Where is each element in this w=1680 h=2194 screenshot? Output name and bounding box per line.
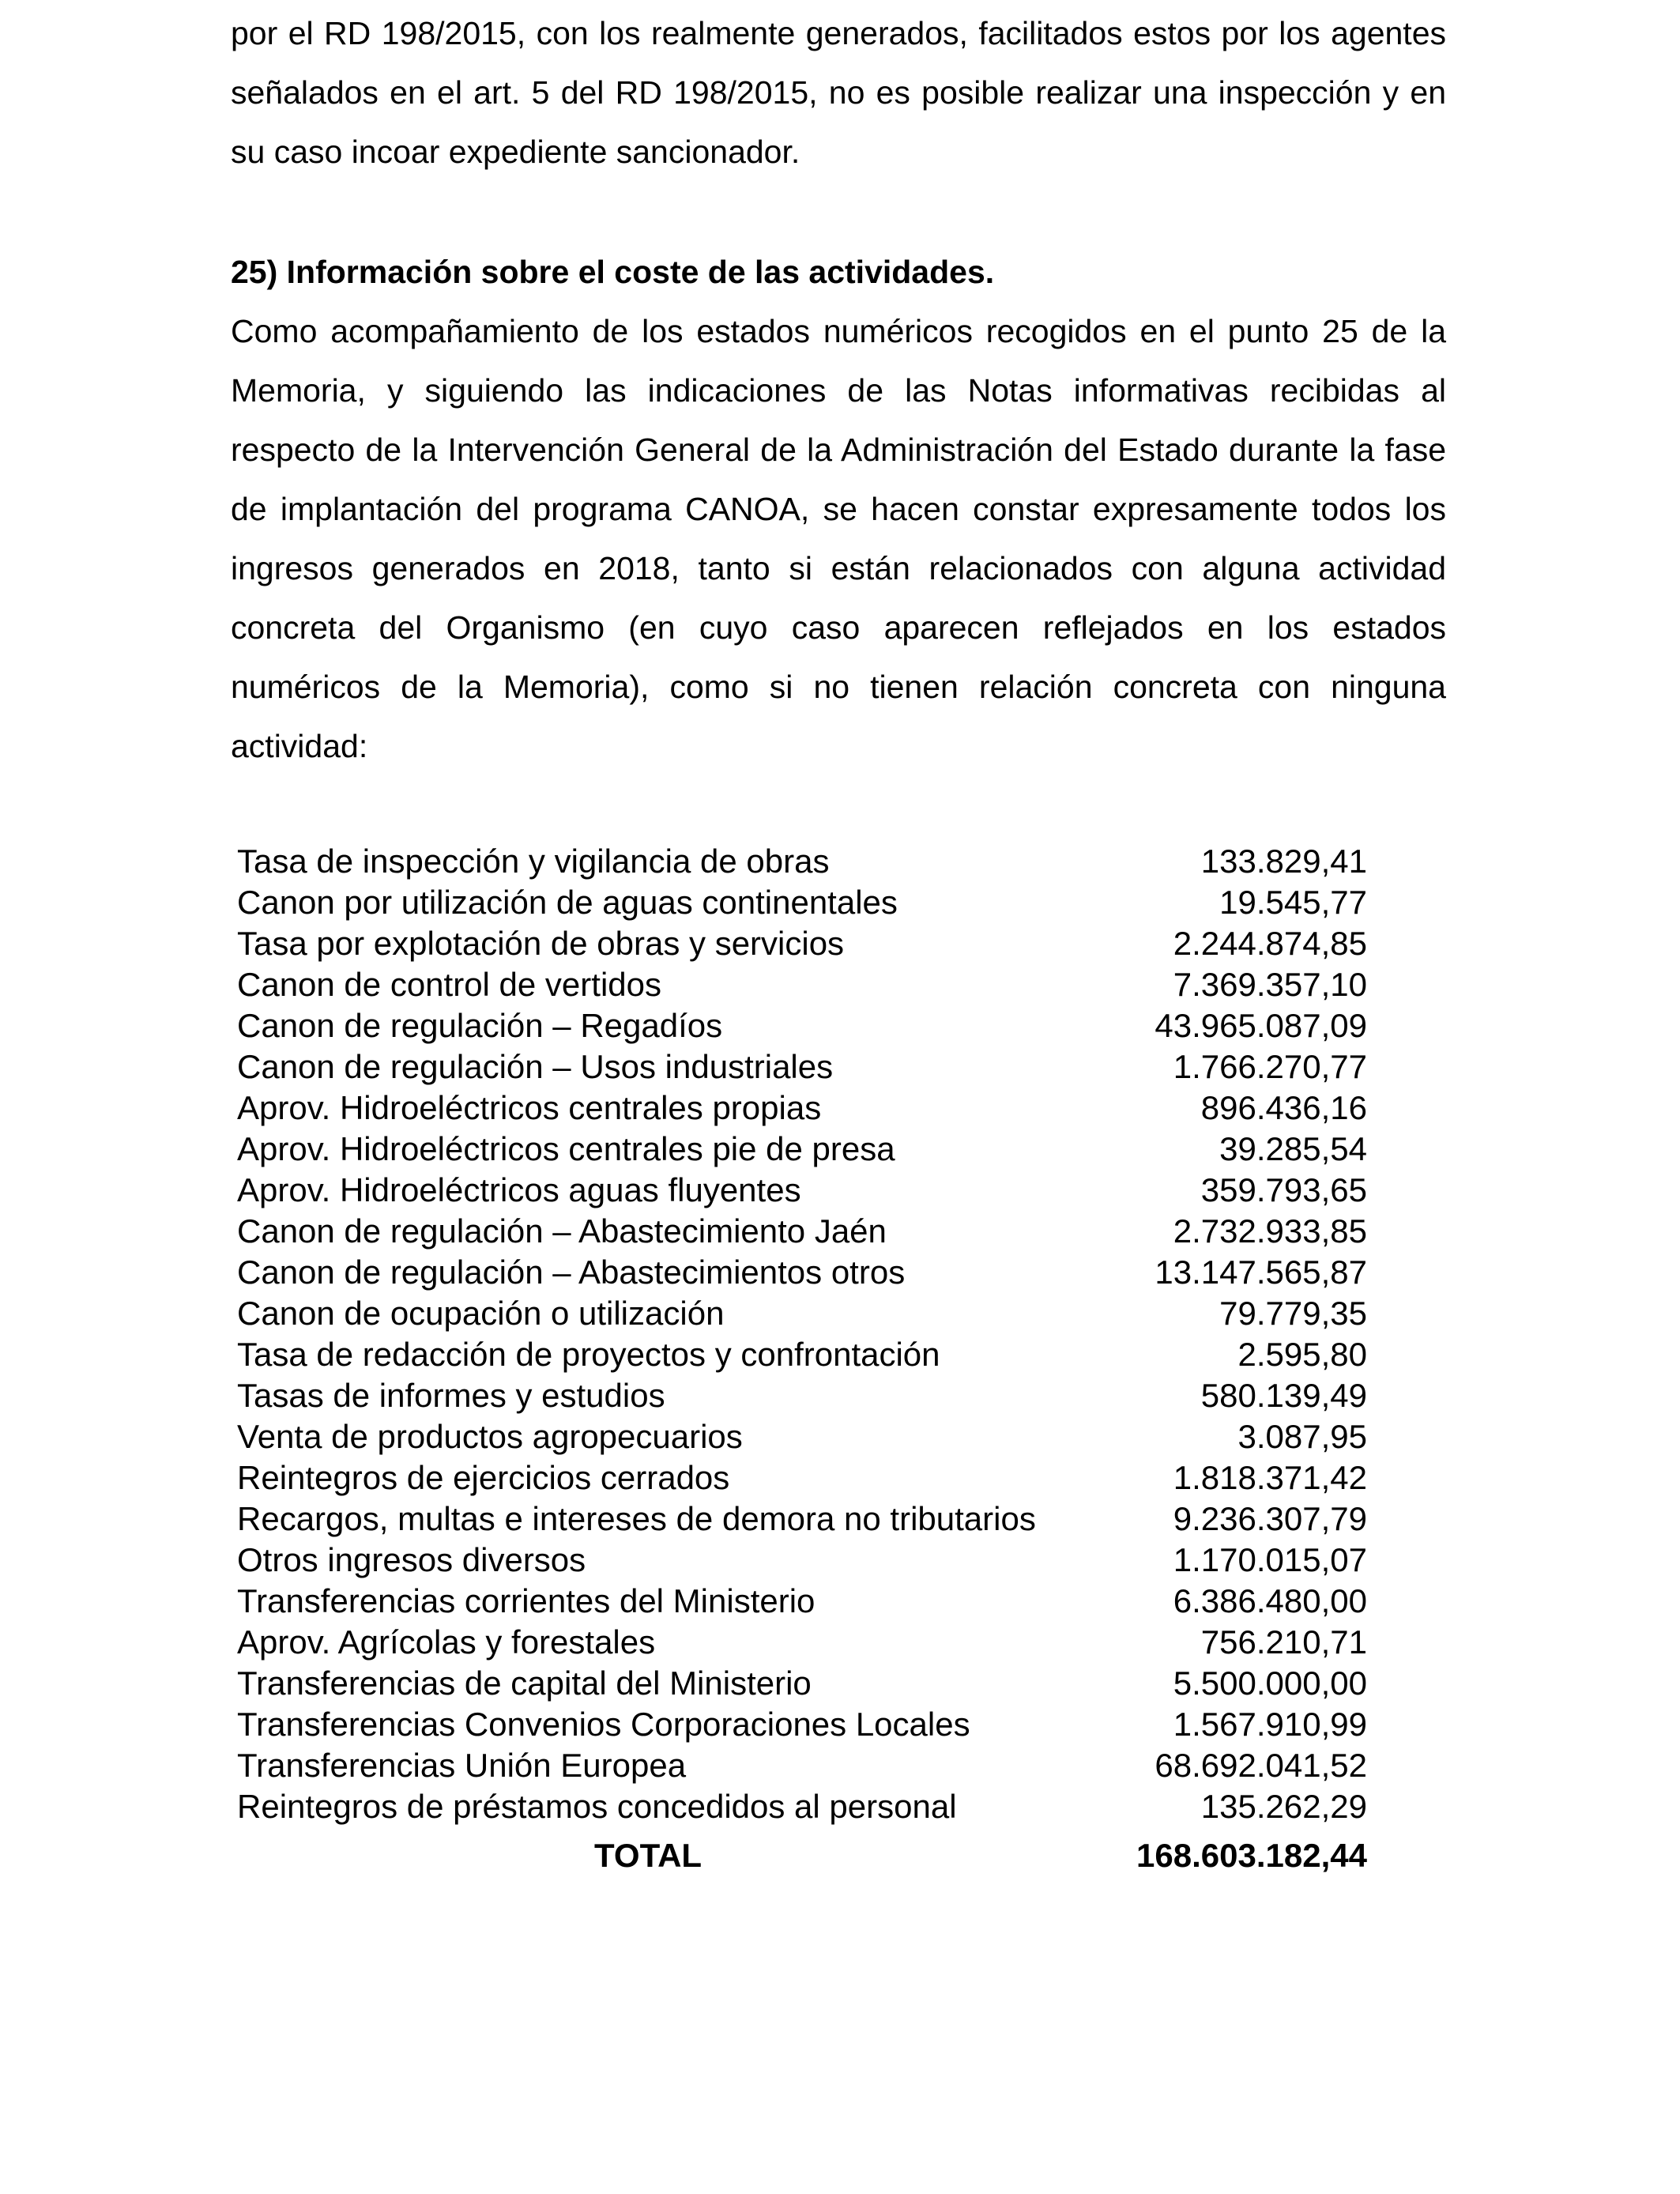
income-concept: Canon de regulación – Regadíos (237, 1007, 723, 1044)
income-amount: 756.210,71 (1200, 1623, 1367, 1661)
income-concept: Canon de control de vertidos (237, 966, 661, 1003)
income-concept: Transferencias Convenios Corporaciones Locales (237, 1706, 970, 1743)
income-concept: Tasa por explotación de obras y servicios (237, 925, 845, 962)
table-row (237, 1457, 1367, 1498)
income-concept: Tasas de informes y estudios (237, 1377, 665, 1414)
income-amount: 2.244.874,85 (1173, 925, 1367, 962)
table-row (237, 1129, 1367, 1170)
income-amount: 135.262,29 (1200, 1788, 1367, 1825)
table-row (237, 1622, 1367, 1663)
income-concept: Transferencias de capital del Ministerio (237, 1664, 812, 1702)
table-row (237, 1416, 1367, 1457)
table-row (237, 1088, 1367, 1129)
table-row (237, 882, 1367, 923)
income-concept: Canon de regulación – Usos industriales (237, 1048, 834, 1085)
income-concept: Otros ingresos diversos (237, 1541, 586, 1578)
income-concept: Aprov. Agrícolas y forestales (237, 1623, 656, 1661)
income-amount: 5.500.000,00 (1173, 1664, 1367, 1702)
income-amount: 1.818.371,42 (1173, 1459, 1367, 1496)
table-row (237, 1540, 1367, 1581)
table-row (237, 1046, 1367, 1088)
income-concept: Canon por utilización de aguas continentales (237, 884, 898, 921)
income-amount: 7.369.357,10 (1173, 966, 1367, 1003)
income-amount: 13.147.565,87 (1155, 1253, 1367, 1291)
income-concept: Transferencias Unión Europea (237, 1747, 687, 1784)
income-amount: 896.436,16 (1200, 1089, 1367, 1126)
income-amount: 580.139,49 (1200, 1377, 1367, 1414)
income-amount: 359.793,65 (1200, 1171, 1367, 1208)
section-paragraph: Como acompañamiento de los estados numéricos recogidos en el punto 25 de la Memoria, y siguiendo las indicaciones de las Notas informativas recibidas al respecto de la Intervención General de la Administración del Estado durante la fase de implantación del programa CANOA, se hacen constar expresamente todos los ingresos generados en 2018, tanto si están relacionados con alguna actividad concreta del Organismo (en cuyo caso aparecen reflejados en los estados numéricos de la Memoria), como si no tienen relación concreta con ninguna actividad: (231, 313, 1446, 764)
table-row (237, 1663, 1367, 1704)
income-table (237, 841, 1367, 1827)
table-row (237, 1581, 1367, 1622)
table-row (237, 1005, 1367, 1046)
section-heading: 25) Información sobre el coste de las actividades. (231, 254, 995, 290)
income-amount: 1.567.910,99 (1173, 1706, 1367, 1743)
table-row (237, 964, 1367, 1005)
intro-paragraph: por el RD 198/2015, con los realmente generados, facilitados estos por los agentes señalados en el art. 5 del RD 198/2015, no es posible realizar una inspección y en su caso incoar expediente sancionador. (231, 15, 1446, 170)
income-amount: 9.236.307,79 (1173, 1500, 1367, 1537)
table-row (237, 1252, 1367, 1293)
income-concept: Tasa de inspección y vigilancia de obras (237, 843, 830, 880)
income-table-body (237, 841, 1367, 1827)
income-amount: 1.170.015,07 (1173, 1541, 1367, 1578)
income-concept: Canon de regulación – Abastecimiento Jaén (237, 1212, 887, 1250)
income-amount: 39.285,54 (1219, 1130, 1367, 1167)
income-amount: 133.829,41 (1200, 843, 1367, 880)
income-concept: Tasa de redacción de proyectos y confrontación (237, 1336, 940, 1373)
income-concept: Venta de productos agropecuarios (237, 1418, 743, 1455)
table-row (237, 1786, 1367, 1827)
income-amount: 2.732.933,85 (1173, 1212, 1367, 1250)
total-row (237, 1832, 1367, 1879)
income-concept: Aprov. Hidroeléctricos centrales pie de presa (237, 1130, 895, 1167)
table-row (237, 1334, 1367, 1375)
income-concept: Aprov. Hidroeléctricos aguas fluyentes (237, 1171, 801, 1208)
income-concept: Canon de ocupación o utilización (237, 1295, 725, 1332)
income-concept: Canon de regulación – Abastecimientos otros (237, 1253, 906, 1291)
income-concept: Aprov. Hidroeléctricos centrales propias (237, 1089, 822, 1126)
table-row (237, 923, 1367, 964)
table-row (237, 1704, 1367, 1745)
table-row (237, 1211, 1367, 1252)
income-concept: Recargos, multas e intereses de demora no tributarios (237, 1500, 1036, 1537)
income-amount: 3.087,95 (1237, 1418, 1367, 1455)
table-row (237, 1375, 1367, 1416)
income-amount: 19.545,77 (1219, 884, 1367, 921)
income-amount: 79.779,35 (1219, 1295, 1367, 1332)
income-amount: 2.595,80 (1237, 1336, 1367, 1373)
table-row (237, 1745, 1367, 1786)
income-amount: 1.766.270,77 (1173, 1048, 1367, 1085)
total-label: TOTAL (594, 1837, 703, 1874)
table-row (237, 1498, 1367, 1540)
table-row (237, 1170, 1367, 1211)
table-row (237, 1293, 1367, 1334)
income-amount: 68.692.041,52 (1155, 1747, 1367, 1784)
income-amount: 43.965.087,09 (1155, 1007, 1367, 1044)
income-concept: Reintegros de ejercicios cerrados (237, 1459, 730, 1496)
income-amount: 6.386.480,00 (1173, 1582, 1367, 1619)
table-row (237, 841, 1367, 882)
income-concept: Reintegros de préstamos concedidos al personal (237, 1788, 957, 1825)
income-concept: Transferencias corrientes del Ministerio (237, 1582, 816, 1619)
total-amount: 168.603.182,44 (1136, 1837, 1367, 1874)
